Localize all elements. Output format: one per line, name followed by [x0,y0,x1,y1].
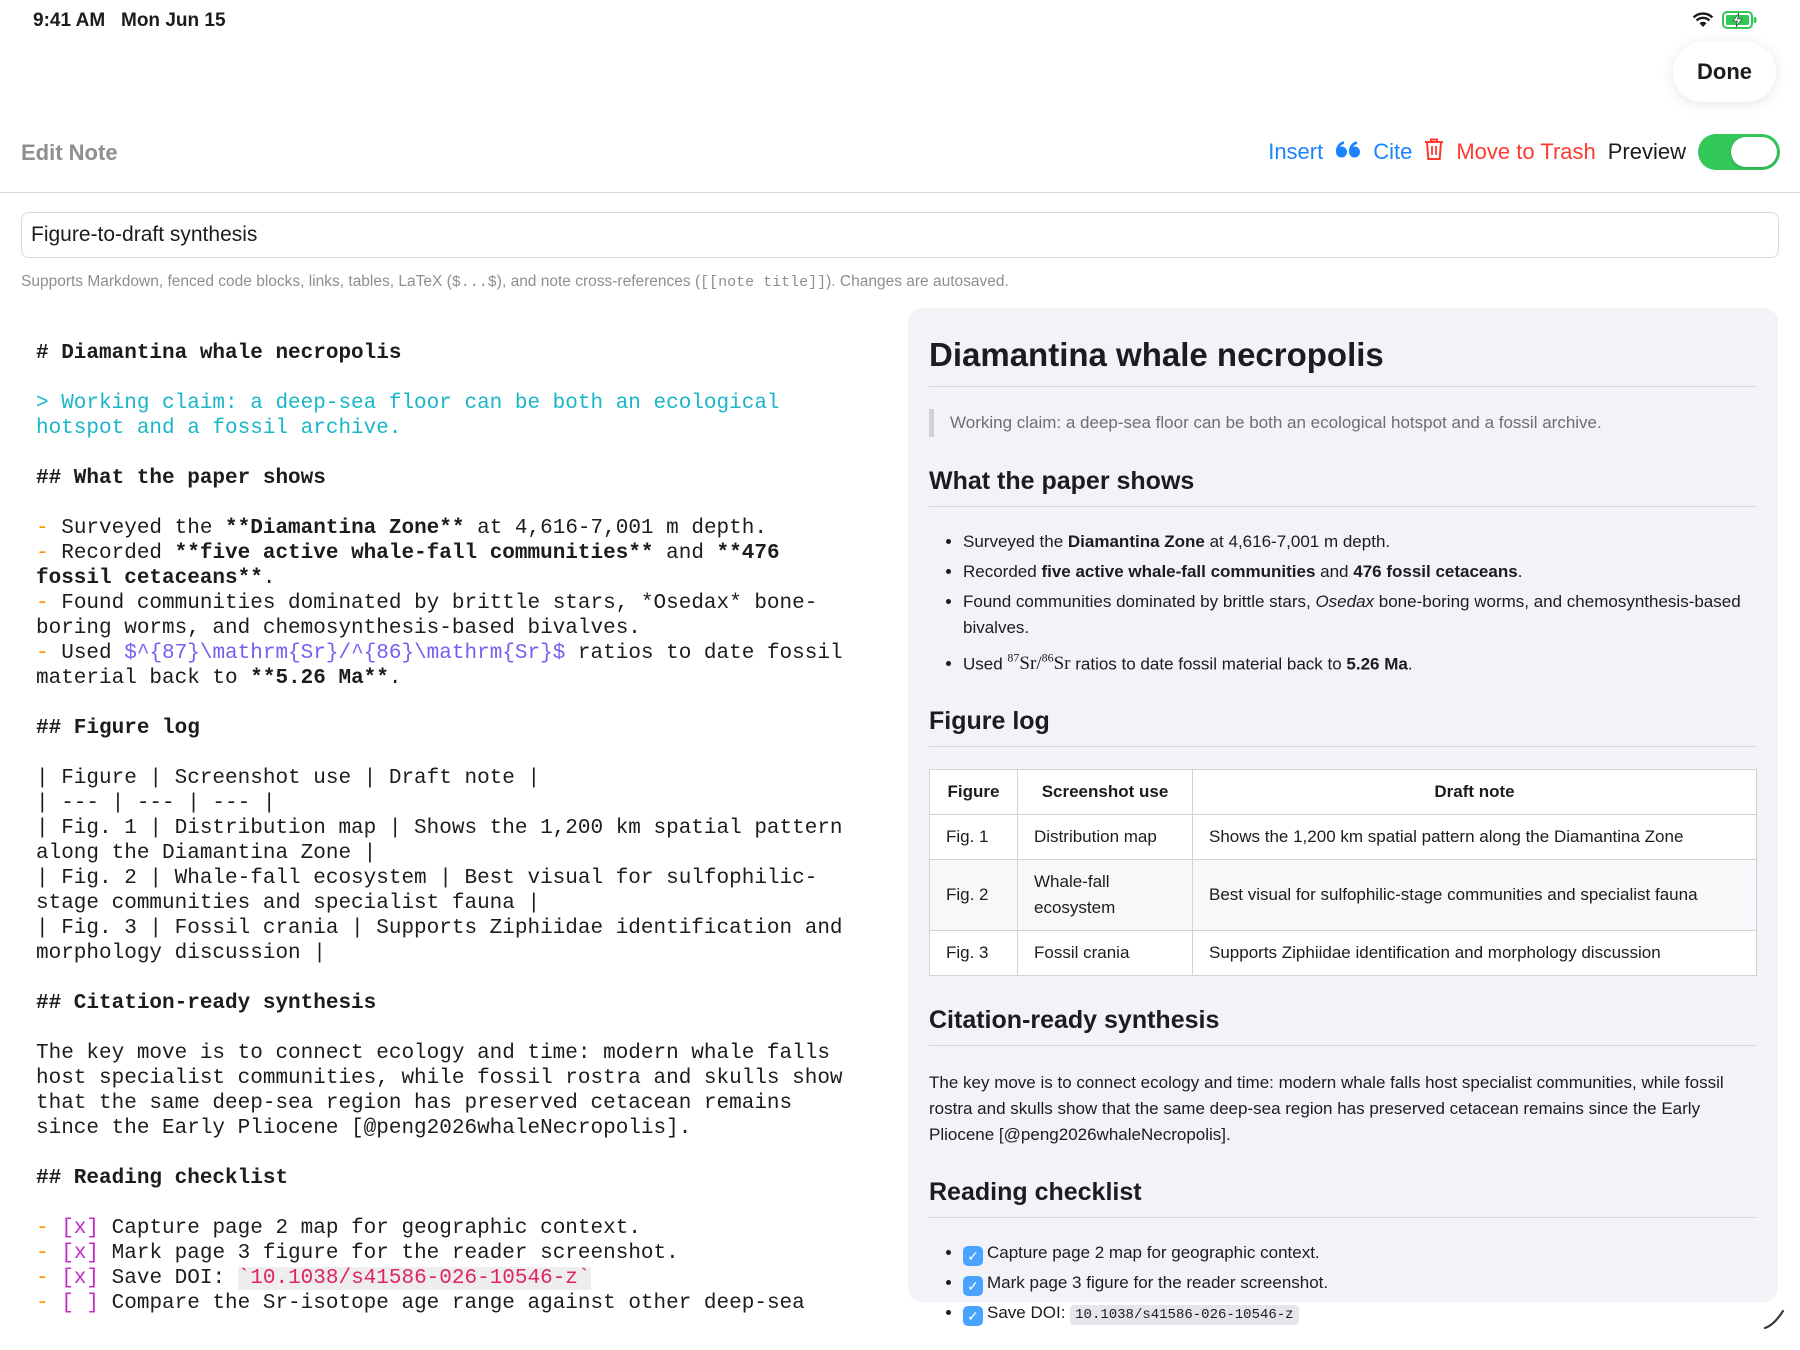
toggle-knob [1731,137,1777,167]
checkbox-checked-icon[interactable]: ✓ [963,1276,983,1296]
battery-charging-icon [1722,11,1758,34]
wifi-icon [1692,12,1714,33]
md-heading-1: # Diamantina whale necropolis [36,342,402,365]
table-header: Figure [930,770,1018,815]
status-time: 9:41 AM Mon Jun 15 [33,10,226,31]
preview-heading-1: Diamantina whale necropolis [929,336,1757,387]
editor-hint: Supports Markdown, fenced code blocks, links, tables, LaTeX ($...$), and note cross-references ([[note title]]). Changes are autosaved. [21,273,1009,291]
trash-label: Move to Trash [1456,139,1596,164]
preview-heading-reading: Reading checklist [929,1178,1757,1218]
note-title-input[interactable] [21,212,1779,258]
preview-list [929,529,1757,677]
quote-icon [1335,139,1361,165]
list-item: • Surveyed the Diamantina Zone at 4,616-7,001 m depth. [963,529,1757,555]
table-cell: Best visual for sulfophilic-stage communities and specialist fauna [1193,860,1757,931]
checkbox-checked-icon[interactable]: ✓ [963,1306,983,1326]
table-row [930,815,1757,860]
preview-heading-paper: What the paper shows [929,467,1757,507]
table-cell: Whale-fall ecosystem [1018,860,1193,931]
preview-checklist [929,1240,1757,1328]
nav-title: Edit Note [21,140,118,165]
table-row [930,860,1757,931]
md-heading-synthesis: ## Citation-ready synthesis [36,992,377,1015]
preview-paragraph: The key move is to connect ecology and time: modern whale falls host specialist communities, while fossil rostra and skulls show that the same deep-sea region has preserved cetacean remains since the Early Pliocene [@peng2026whaleNecropolis]. [929,1073,1724,1145]
status-bar [0,0,1800,44]
status-icons [1692,11,1758,34]
table-header: Screenshot use [1018,770,1193,815]
preview-label: Preview [1607,139,1686,164]
table-cell: Fossil crania [1018,931,1193,976]
md-task-item: - [x] Capture page 2 map for geographic context. [36,1217,641,1240]
md-task-item: - [ ] Compare the Sr-isotope age range against other deep-sea [36,1292,805,1315]
preview-heading-figure: Figure log [929,707,1757,747]
trash-icon [1424,137,1444,167]
list-item: • Used $^{87}$Sr/$^{86}$Sr ratios to date fossil material back to 5.26 Ma. [963,645,1757,677]
isotope-ratio: $^{87}$Sr/$^{86}$Sr [1007,651,1071,675]
md-task-item: - [x] Save DOI: `10.1038/s41586-026-10546-z` [36,1267,591,1290]
checklist-item: • ✓ Mark page 3 figure for the reader screenshot. [963,1270,1757,1296]
nav-bar [0,120,1800,193]
md-paragraph: The key move is to connect ecology and time: modern whale falls host specialist communities, while fossil rostra and skulls show that the same deep-sea region has preserved cetacean remains since the Early Pliocene [@peng2026whaleNecropolis]. [36,1042,843,1140]
preview-blockquote: Working claim: a deep-sea floor can be both an ecological hotspot and a fossil archive. [929,409,1757,437]
list-item: • Recorded five active whale-fall communities and 476 fossil cetaceans. [963,559,1757,585]
md-table: | Figure | Screenshot use | Draft note | | --- | --- | --- | | Fig. 1 | Distribution map | Shows the 1,200 km spatial pattern along the Diamantina Zone | | Fig. 2 | Whale-fall ecosystem | Best visual for sulfophilic- stage communities and specialist fauna | | Fig. 3 | Fossil crania | Supports Ziphiidae identification and morphology discussion | [36,767,843,965]
md-task-item: - [x] Mark page 3 figure for the reader screenshot. [36,1242,679,1265]
table-cell: Distribution map [1018,815,1193,860]
md-list-item: - Found communities dominated by brittle stars, *Osedax* bone- boring worms, and chemosynthesis-based bivalves. [36,592,818,640]
md-list-item: - Surveyed the **Diamantina Zone** at 4,616-7,001 m depth. [36,517,767,540]
md-list-item: - Used $^{87}\mathrm{Sr}/^{86}\mathrm{Sr}$ ratios to date fossil material back to **5.26 Ma**. [36,642,843,690]
list-item: • Found communities dominated by brittle stars, Osedax bone-boring worms, and chemosynthesis-based bivalves. [963,589,1757,641]
toolbar [1256,134,1780,170]
table-cell: Supports Ziphiidae identification and morphology discussion [1193,931,1757,976]
preview-pane[interactable] [908,308,1778,1325]
done-button[interactable]: Done [1673,42,1776,102]
preview-toggle[interactable] [1698,134,1780,170]
table-cell: Fig. 2 [930,860,1018,931]
insert-button[interactable]: Insert [1268,139,1324,164]
cite-label: Cite [1373,139,1413,164]
checkbox-checked-icon[interactable]: ✓ [963,1246,983,1266]
preview-heading-synthesis: Citation-ready synthesis [929,1006,1757,1046]
markdown-editor[interactable] [36,316,886,1350]
table-header: Draft note [1193,770,1757,815]
md-heading-figure: ## Figure log [36,717,200,740]
md-blockquote: > Working claim: a deep-sea floor can be both an ecological hotspot and a fossil archive. [36,392,780,440]
checklist-item: • ✓ Save DOI: 10.1038/s41586-026-10546-z [963,1300,1757,1328]
md-heading-paper: ## What the paper shows [36,467,326,490]
table-cell: Fig. 3 [930,931,1018,976]
table-header-row [930,770,1757,815]
table-cell: Shows the 1,200 km spatial pattern along the Diamantina Zone [1193,815,1757,860]
checklist-item: • ✓ Capture page 2 map for geographic context. [963,1240,1757,1266]
figure-table [929,769,1757,976]
table-cell: Fig. 1 [930,815,1018,860]
pencil-icon[interactable] [1762,1307,1786,1336]
md-heading-reading: ## Reading checklist [36,1167,289,1190]
cite-button[interactable] [1335,139,1412,165]
table-row [930,931,1757,976]
md-list-item: - Recorded **five active whale-fall communities** and **476 fossil cetaceans**. [36,542,780,590]
move-to-trash-button[interactable] [1424,137,1595,167]
